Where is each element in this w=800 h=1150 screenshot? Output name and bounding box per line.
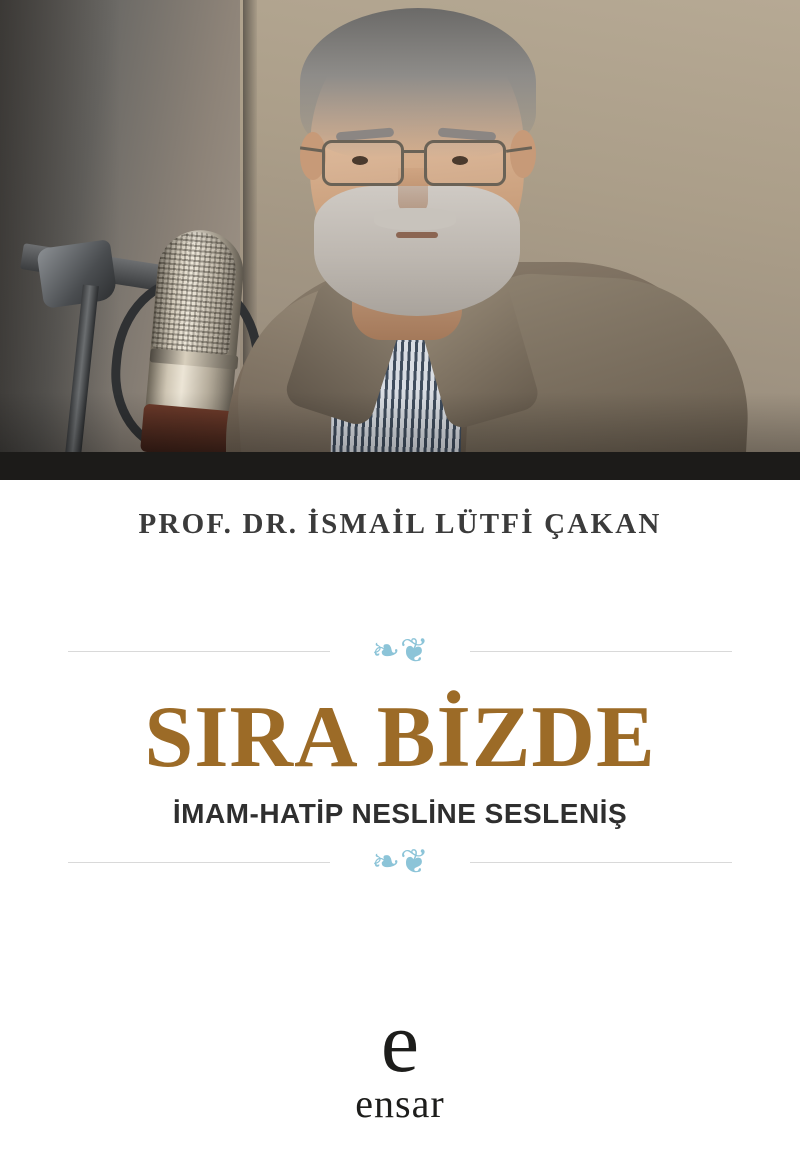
ornament-bottom-icon: ❧❦ <box>371 842 429 882</box>
dark-divider-band <box>0 452 800 480</box>
author-name: PROF. DR. İSMAİL LÜTFİ ÇAKAN <box>138 508 662 540</box>
book-subtitle: İMAM-HATİP NESLİNE SESLENİŞ <box>172 798 628 829</box>
person-mouth <box>396 232 438 238</box>
publisher-logo-mark-icon: e <box>380 994 420 1090</box>
person-eye-left <box>352 156 368 165</box>
microphone-grille <box>151 229 239 355</box>
person-eye-right <box>452 156 468 165</box>
eyeglasses-bridge <box>404 150 424 153</box>
person-mustache <box>374 208 456 230</box>
publisher-name: ensar <box>355 1081 445 1126</box>
microphone-clamp <box>36 239 118 309</box>
publisher-logo <box>0 994 800 1126</box>
photo-wall-shading <box>0 0 120 452</box>
author-portrait-with-microphone <box>0 0 800 452</box>
photo-bottom-shadow <box>0 392 800 452</box>
book-title: SIRA BİZDE <box>144 689 656 786</box>
person-ear-right <box>510 130 536 178</box>
ornament-top-icon: ❧❦ <box>371 631 429 671</box>
